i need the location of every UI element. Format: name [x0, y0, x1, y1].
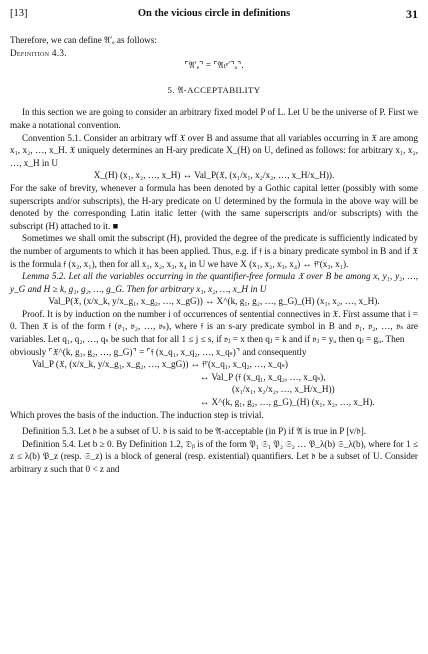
- equation: Val_P (𝔛, (x/x_k, y/x_g₁, x_g₂, …, x_gG)) ↔ 𝔣ᴾ(x_q₁, x_q₂, …, x_qₛ): [32, 359, 288, 370]
- paragraph: In this section we are going to consider an arbitrary fixed model P of L. Let U be the universe of P. First we make a notational convention.: [10, 107, 418, 130]
- equation: ↔ X^(k, g₁, g₂, …, g_G)_(H) (x₁, x₂, …, x_H).: [200, 397, 375, 408]
- text-line: Therefore, we can define 𝔄′ₑ as follows:: [10, 35, 157, 45]
- definition-heading: Definition 4.3.: [10, 47, 67, 58]
- paragraph: For the sake of brevity, whenever a formula has been denoted by a Gothic capital letter (possibly with some superscripts and/or subscripts), the H-ary predicate on U determined by the formula in the above way will be denoted by the corresponding Latin italic letter (with the same superscripts and/or subscripts) with the subscript (H) attached to it. ■: [10, 182, 418, 231]
- equation: Val_P(𝔛, (x/x_k, y/x_g₁, x_g₂, …, x_gG)) ↔ X^(k, g₁, g₂, …, g_G)_(H) (x₁, x₂, …, x_H).: [48, 296, 380, 307]
- text-line: Which proves the basis of the induction. The induction step is trivial.: [10, 409, 264, 420]
- paragraph: Sometimes we shall omit the subscript (H), provided the degree of the predicate is sufficiently indicated by the number of arguments to which it has been applied. Thus, e.g. if 𝔣 is a binary predicate symbol in B and if 𝔛 is the formula 𝔣 (x₃, x₁), then for all x₁, x₂, x₃, x₄ in U we have X (x₁, x₂, x₃, x₄) ↔ 𝔣ᴾ(x₃, x₁).: [10, 233, 418, 269]
- text-line: obviously ⌜𝔛^(k, g₁, g₂, …, g_G)⌝ = ⌜𝔣 (x_q₁, x_q₂, …, x_qₛ)⌝ and consequently: [10, 346, 307, 357]
- equation: ⌜𝔄′ₑ⌝ = ⌜𝔄ₜᵉ′⌝ₐ⌝.: [184, 60, 244, 71]
- convention-paragraph: Convention 5.1. Consider an arbitrary wff 𝔛 over B and assume that all variables occurring in 𝔛 are among x₁, x₂, …, x_H. 𝔛 uniquely determines an H-ary predicate X_(H) on U, defined as follows: for arbitrary x₁, x₂, …, x_H in U: [10, 132, 418, 168]
- equation: ↔ Val_P (𝔣 (x_q₁, x_q₂, …, x_qₛ),: [200, 371, 326, 382]
- proof-paragraph: Proof. It is by induction on the number i of occurrences of sentential connectives in 𝔛. First assume that i = 0. Then 𝔛 is of the form 𝔣 (𝔳₁, 𝔳₂, …, 𝔳ₛ), where 𝔣 is an s-ary predicate symbol in B and 𝔳₁, 𝔳₂, …, 𝔳ₛ are variables. Let q₁, q₂, …, qₛ be such that for all 1 ≤ j ≤ s, if 𝔳ⱼ = x then qⱼ = k and if 𝔳ⱼ = yᵤ then qⱼ = gᵤ. Then: [10, 308, 418, 345]
- definition-paragraph: Definition 5.3. Let 𝔡 be a subset of U. 𝔡 is said to be 𝔄-acceptable (in P) if 𝔄 is true in P [v/𝔡].: [22, 426, 367, 437]
- section-heading: 5. 𝔄-ACCEPTABILITY: [167, 84, 261, 95]
- equation: (x₁/x₁, x₂/x₂, …, x_H/x_H)): [232, 384, 335, 395]
- page-header: [10, 8, 418, 24]
- definition-paragraph: Definition 5.4. Let b ≥ 0. By Definition 1.2, 𝔇ᵦ is of the form 𝔓₁ 𝔖₁ 𝔓₂ 𝔖₂ … 𝔓_λ(b) 𝔖_λ(b), where for 1 ≤ z ≤ λ(b) 𝔓_z (resp. 𝔖_z) is a block of general (resp. existential) quantifiers. Let 𝔡 be a subset of U. Consider arbitrary z such that 0 < z and: [10, 438, 418, 474]
- page-body: [10, 34, 418, 476]
- section-ref: [13]: [10, 8, 28, 19]
- page-number: 31: [406, 7, 418, 21]
- running-title: On the vicious circle in definitions: [137, 8, 291, 19]
- equation: X_(H) (x₁, x₂, …, x_H) ↔ Val_P(𝔛, (x₁/x₁, x₂/x₂, …, x_H/x_H)).: [93, 170, 335, 181]
- lemma-paragraph: Lemma 5.2. Let all the variables occurring in the quantifier-free formula 𝔛 over B be among x, y₁, y₂, …, y_G and H ≥ k, g₁, g₂, …, g_G. Then for arbitrary x₁, x₂, …, x_H in U: [10, 271, 418, 294]
